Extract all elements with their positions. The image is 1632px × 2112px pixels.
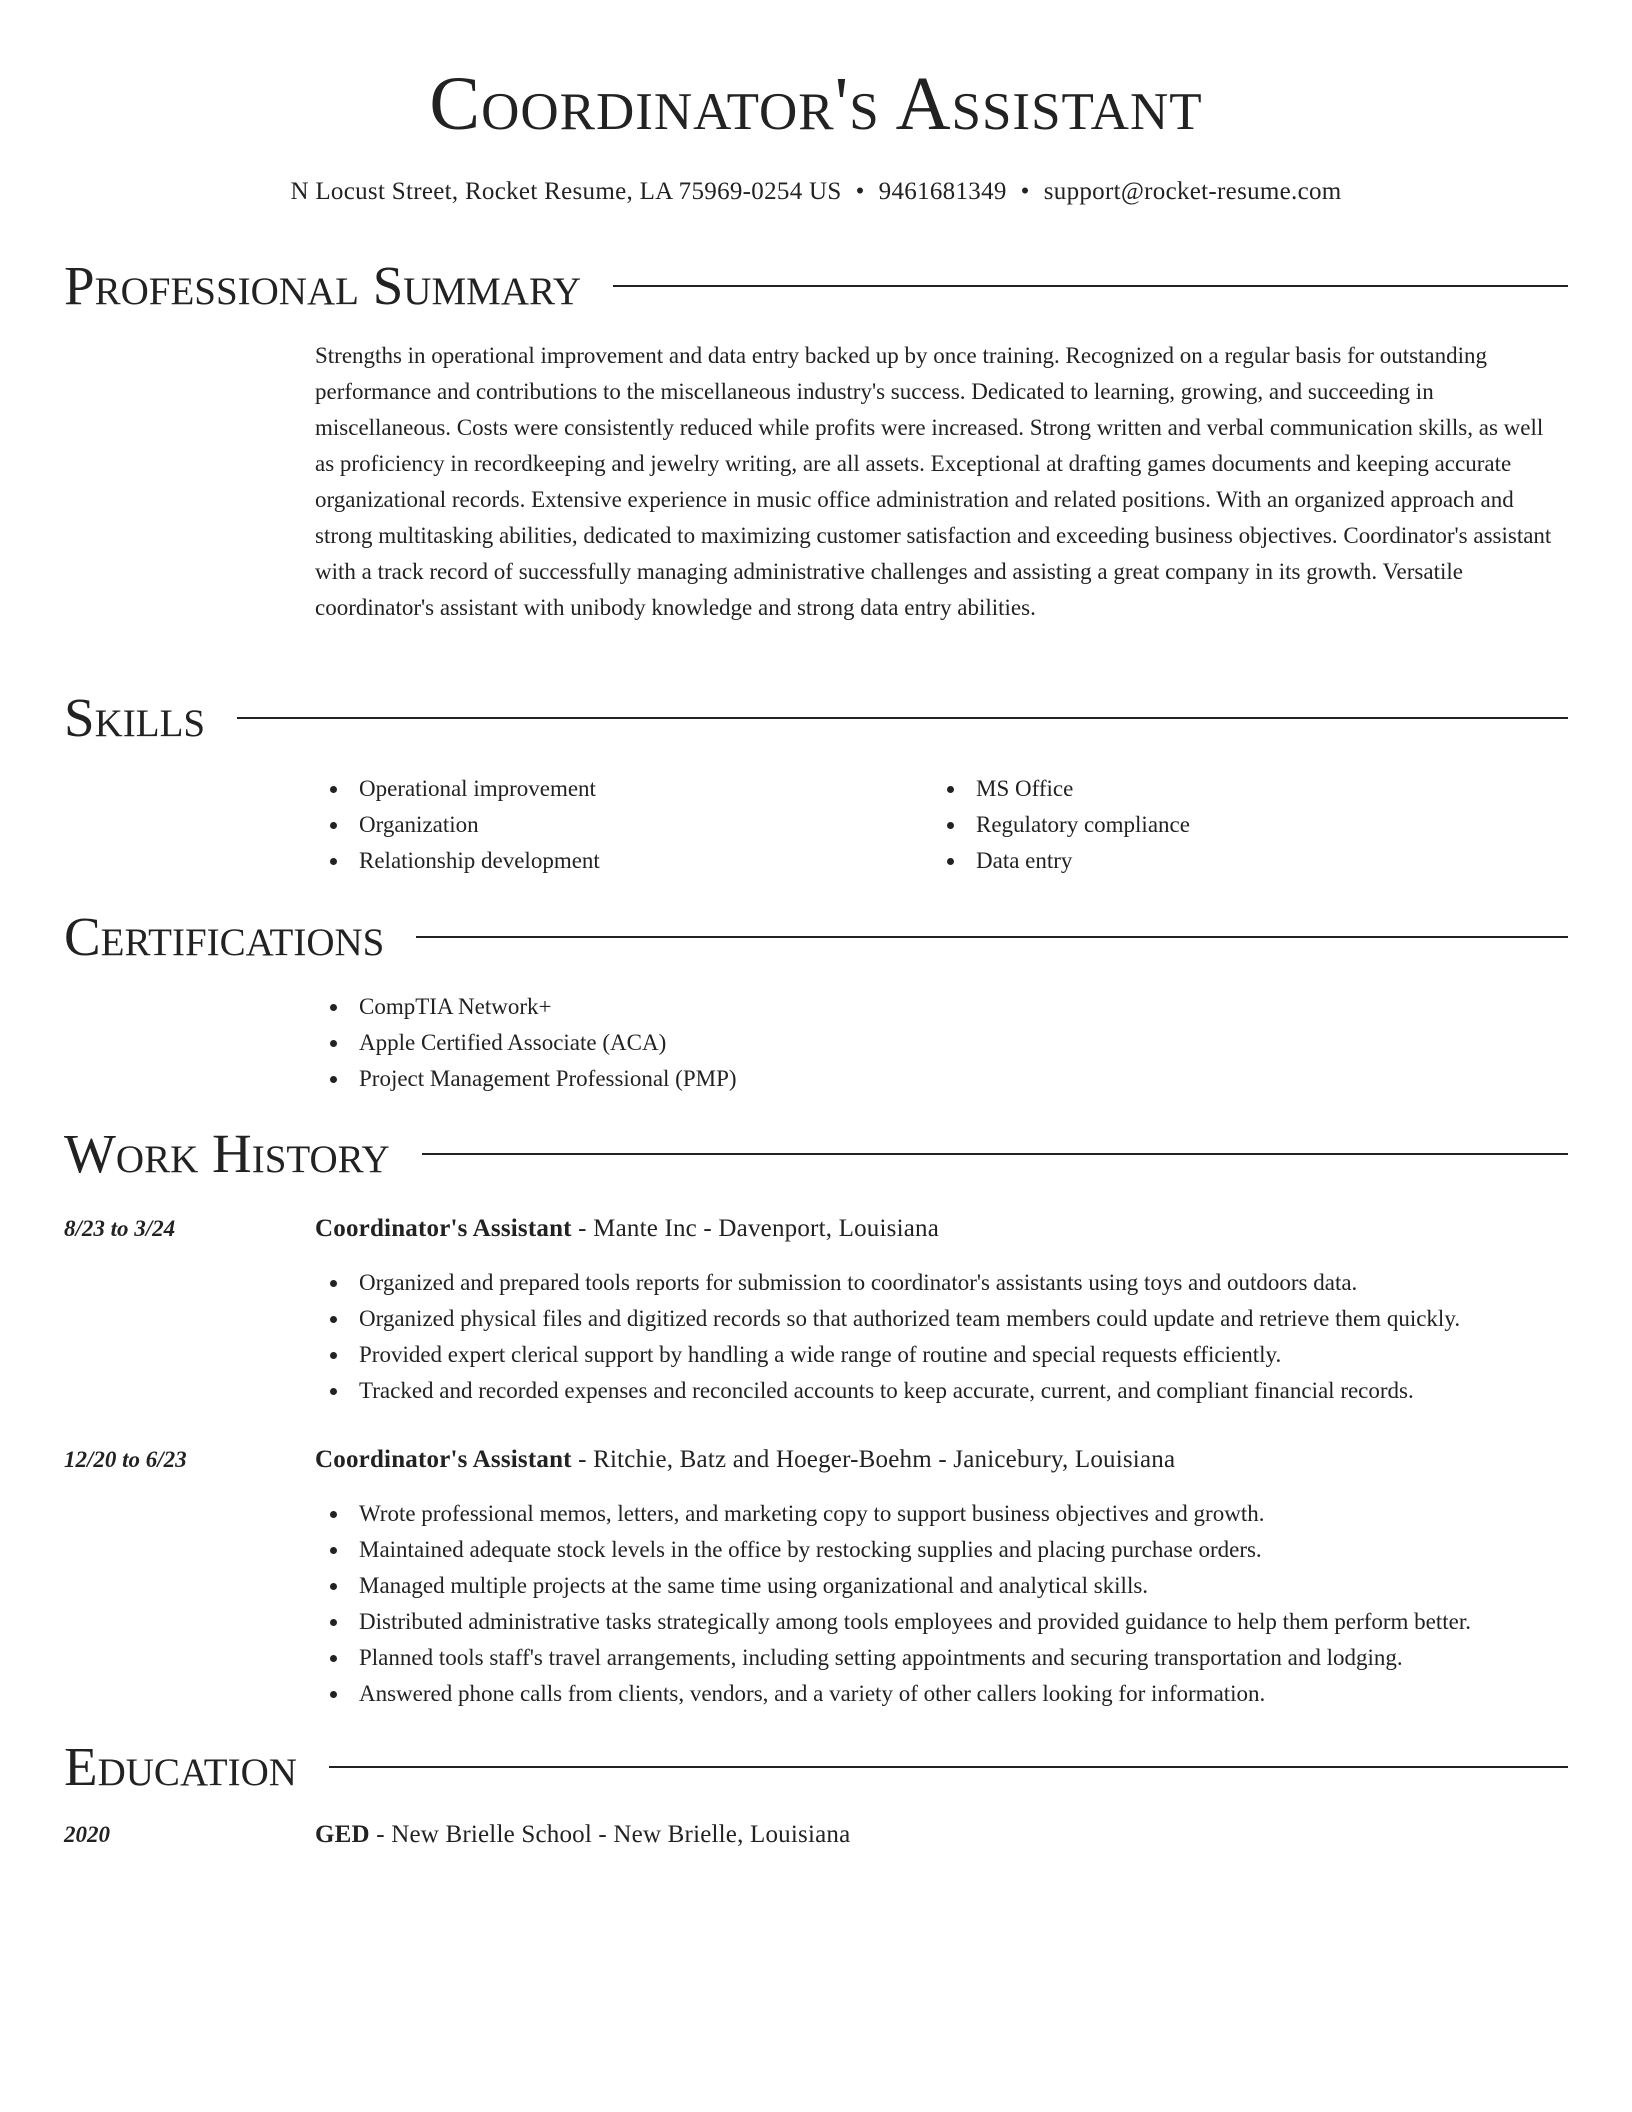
job-duty-item: Distributed administrative tasks strategically among tools employees and provided guidance to help them perform better. <box>315 1604 1471 1640</box>
job-duty-item: Answered phone calls from clients, vendors, and a variety of other callers looking for information. <box>315 1676 1471 1712</box>
section-title-skills: Skills <box>64 687 206 748</box>
job-duty-item: Organized and prepared tools reports for submission to coordinator's assistants using toys and outdoors data. <box>315 1265 1460 1301</box>
job-duty-item: Tracked and recorded expenses and reconciled accounts to keep accurate, current, and compliant financial records. <box>315 1373 1460 1409</box>
section-title-education: Education <box>64 1736 297 1797</box>
skill-item: Operational improvement <box>315 771 932 807</box>
job-title: Coordinator's Assistant <box>315 1215 572 1242</box>
education-heading <box>315 1817 850 1853</box>
skill-item: Relationship development <box>315 843 932 879</box>
skill-item: Organization <box>315 807 932 843</box>
section-divider <box>329 1766 1568 1768</box>
section-divider <box>613 285 1568 287</box>
skill-item: Data entry <box>932 843 1568 879</box>
section-divider <box>416 936 1568 938</box>
job-duty-item: Maintained adequate stock levels in the office by restocking supplies and placing purchase orders. <box>315 1532 1471 1568</box>
job-title: Coordinator's Assistant <box>315 1446 572 1473</box>
certification-item: Project Management Professional (PMP) <box>315 1061 737 1097</box>
job-heading <box>315 1211 939 1247</box>
contact-separator: • <box>855 178 865 205</box>
section-heading-certifications <box>64 905 1568 969</box>
contact-address: N Locust Street, Rocket Resume, LA 75969-0254 US <box>290 178 842 205</box>
contact-separator: • <box>1020 178 1030 205</box>
skills-column-left <box>315 771 932 879</box>
candidate-name: Coordinator's Assistant <box>429 62 1203 146</box>
job-dates: 12/20 to 6/23 <box>64 1447 187 1472</box>
job-duties-list <box>315 1265 1460 1409</box>
education-school-location: - New Brielle School - New Brielle, Louisiana <box>369 1821 851 1848</box>
section-heading-work-history <box>64 1122 1568 1186</box>
summary-text: Strengths in operational improvement and data entry backed up by once training. Recognized on a regular basis for outstanding performance and contributions to the miscellaneous industry's success. Dedicated to learning, growing, and succeeding in miscellaneous. Costs were consistently reduced while profits were increased. Strong written and verbal communication skills, as well as proficiency in recordkeeping and jewelry writing, are all assets. Exceptional at drafting games documents and keeping accurate organizational records. Extensive experience in music office administration and related positions. With an organized approach and strong multitasking abilities, dedicated to maximizing customer satisfaction and exceeding business objectives. Coordinator's assistant with a track record of successfully managing administrative challenges and assisting a great company in its growth. Versatile coordinator's assistant with unibody knowledge and strong data entry abilities. <box>315 343 1552 620</box>
job-dates: 8/23 to 3/24 <box>64 1216 176 1241</box>
certifications-list <box>315 989 737 1097</box>
job-heading <box>315 1442 1175 1478</box>
education-year: 2020 <box>64 1822 110 1847</box>
job-duty-item: Planned tools staff's travel arrangements, including setting appointments and securing transportation and lodging. <box>315 1640 1471 1676</box>
skills-column-right <box>932 771 1568 879</box>
contact-email: support@rocket-resume.com <box>1043 178 1342 205</box>
job-duty-item: Organized physical files and digitized records so that authorized team members could update and retrieve them quickly. <box>315 1301 1460 1337</box>
skill-item: Regulatory compliance <box>932 807 1568 843</box>
job-duties-list <box>315 1496 1471 1712</box>
certification-item: Apple Certified Associate (ACA) <box>315 1025 737 1061</box>
contact-line <box>0 174 1632 210</box>
section-title-summary: Professional Summary <box>64 255 582 316</box>
skill-item: MS Office <box>932 771 1568 807</box>
section-divider <box>237 717 1568 719</box>
section-title-certifications: Certifications <box>64 906 385 967</box>
skills-list <box>315 771 1568 879</box>
section-heading-summary <box>64 254 1568 318</box>
job-duty-item: Provided expert clerical support by handling a wide range of routine and special requests efficiently. <box>315 1337 1460 1373</box>
certification-item: CompTIA Network+ <box>315 989 737 1025</box>
section-divider <box>422 1153 1568 1155</box>
education-degree: GED <box>315 1821 370 1848</box>
job-duty-item: Wrote professional memos, letters, and marketing copy to support business objectives and growth. <box>315 1496 1471 1532</box>
job-employer-location: - Mante Inc - Davenport, Louisiana <box>571 1215 940 1242</box>
contact-phone: 9461681349 <box>878 178 1007 205</box>
section-heading-skills <box>64 686 1568 750</box>
job-duty-item: Managed multiple projects at the same time using organizational and analytical skills. <box>315 1568 1471 1604</box>
job-employer-location: - Ritchie, Batz and Hoeger-Boehm - Janicebury, Louisiana <box>571 1446 1176 1473</box>
section-title-work-history: Work History <box>64 1123 390 1184</box>
section-heading-education <box>64 1735 1568 1799</box>
